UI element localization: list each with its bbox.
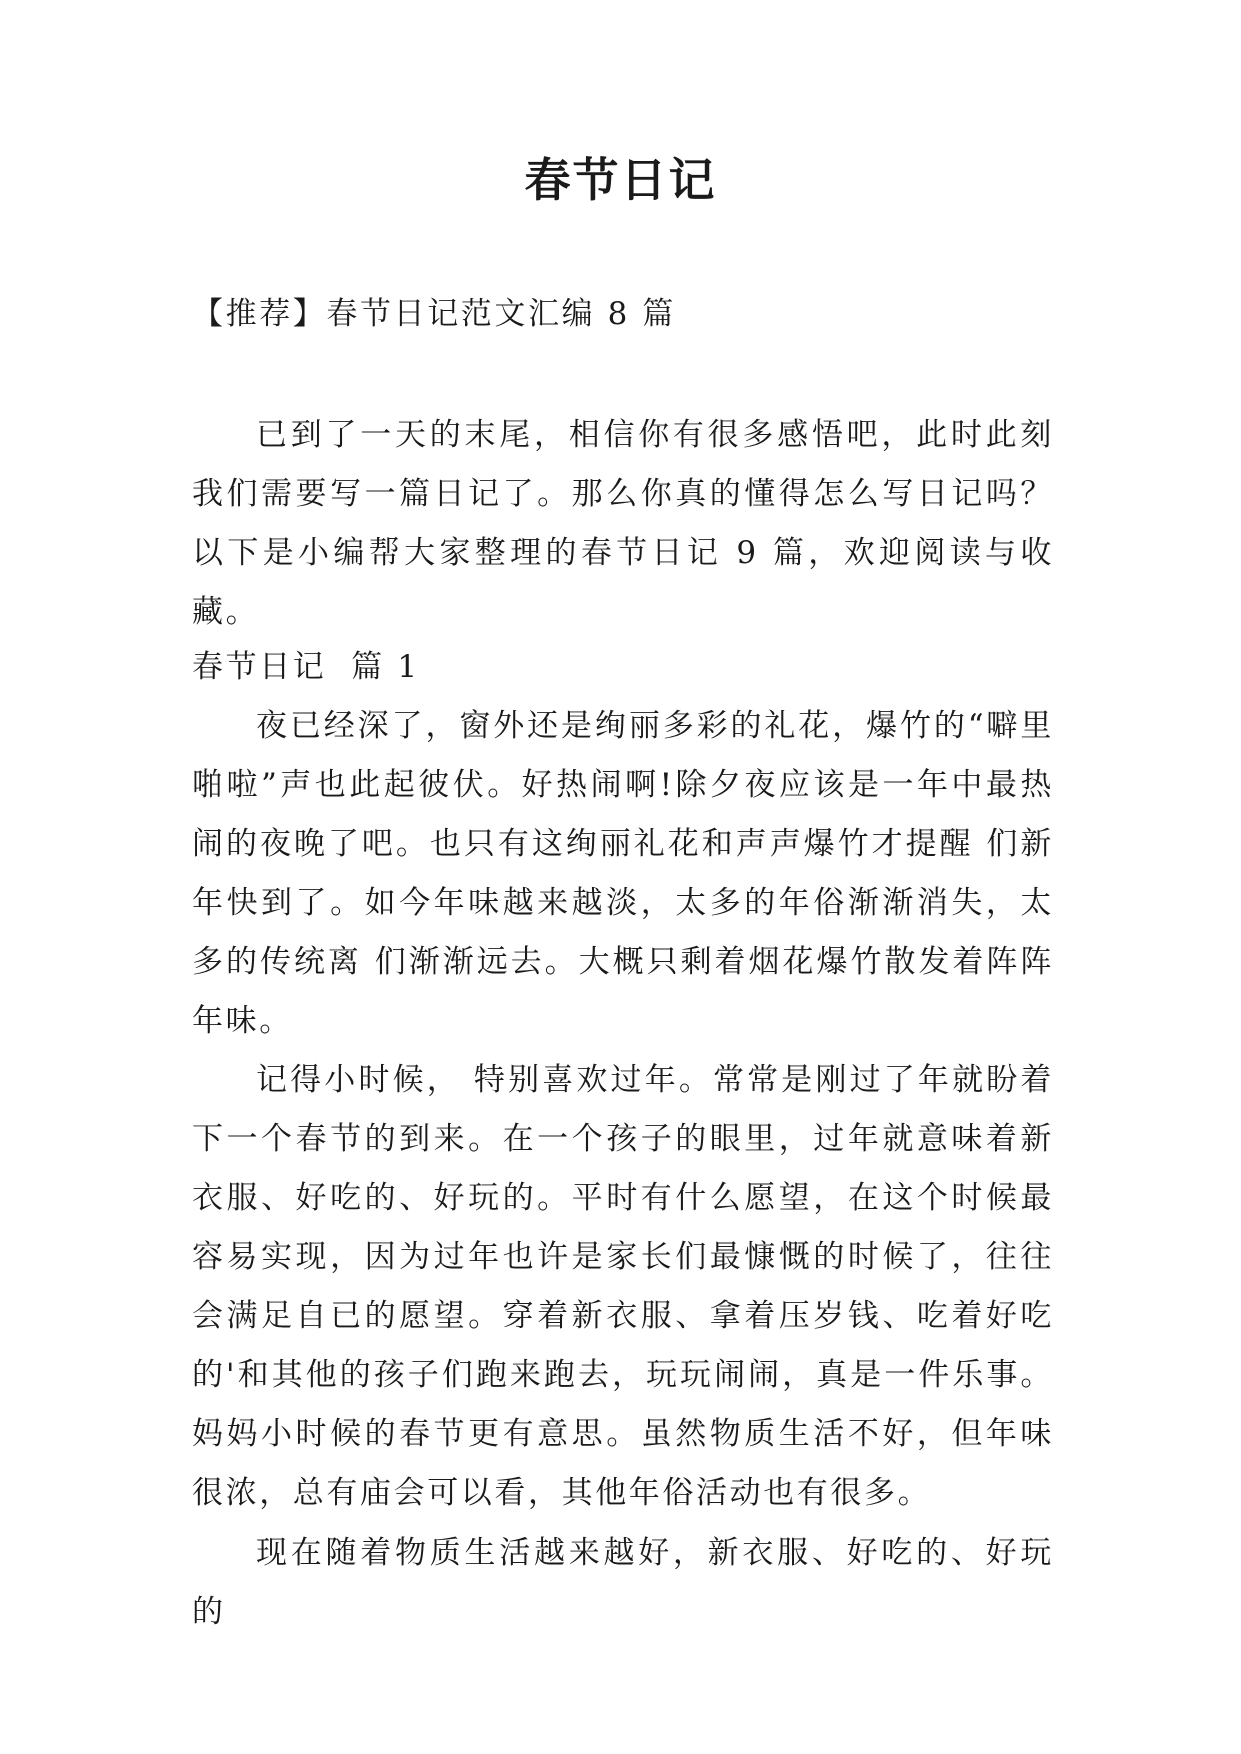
body-paragraph-1: 夜已经深了，窗外还是绚丽多彩的礼花，爆竹的“噼里啪啦”声也此起彼伏。好热闹啊!除夕夜应该是一年中最热闹的夜晚了吧。也只有这绚丽礼花和声声爆竹才提醒 们新年快到了。如今年味越来越淡，太多的年俗渐渐消失，太多的传统离 们渐渐远去。大概只剩着烟花爆竹散发着阵阵年味。 [192, 708, 1054, 1039]
section-heading: 春节日记 篇 1 [192, 649, 420, 685]
document-title: 春节日记 [524, 153, 717, 207]
document-subtitle: 【推荐】春节日记范文汇编 8 篇 [192, 296, 677, 332]
body-paragraph-2: 记得小时候， 特别喜欢过年。常常是刚过了年就盼着下一个春节的到来。在一个孩子的眼里，过年就意味着新衣服、好吃的、好玩的。平时有什么愿望，在这个时候最容易实现，因为过年也许是家长们最慷慨的时候了，往往会满足自已的愿望。穿着新衣服、拿着压岁钱、吃着好吃的'和其他的孩子们跑来跑去，玩玩闹闹，真是一件乐事。妈妈小时候的春节更有意思。虽然物质生活不好，但年味很浓，总有庙会可以看，其他年俗活动也有很多。 [192, 1062, 1054, 1511]
body-paragraph-3: 现在随着物质生活越来越好，新衣服、好吃的、好玩的 [192, 1535, 1054, 1630]
intro-paragraph: 已到了一天的末尾，相信你有很多感悟吧，此时此刻我们需要写一篇日记了。那么你真的懂得怎么写日记吗？以下是小编帮大家整理的春节日记 9 篇，欢迎阅读与收藏。 [192, 417, 1054, 630]
